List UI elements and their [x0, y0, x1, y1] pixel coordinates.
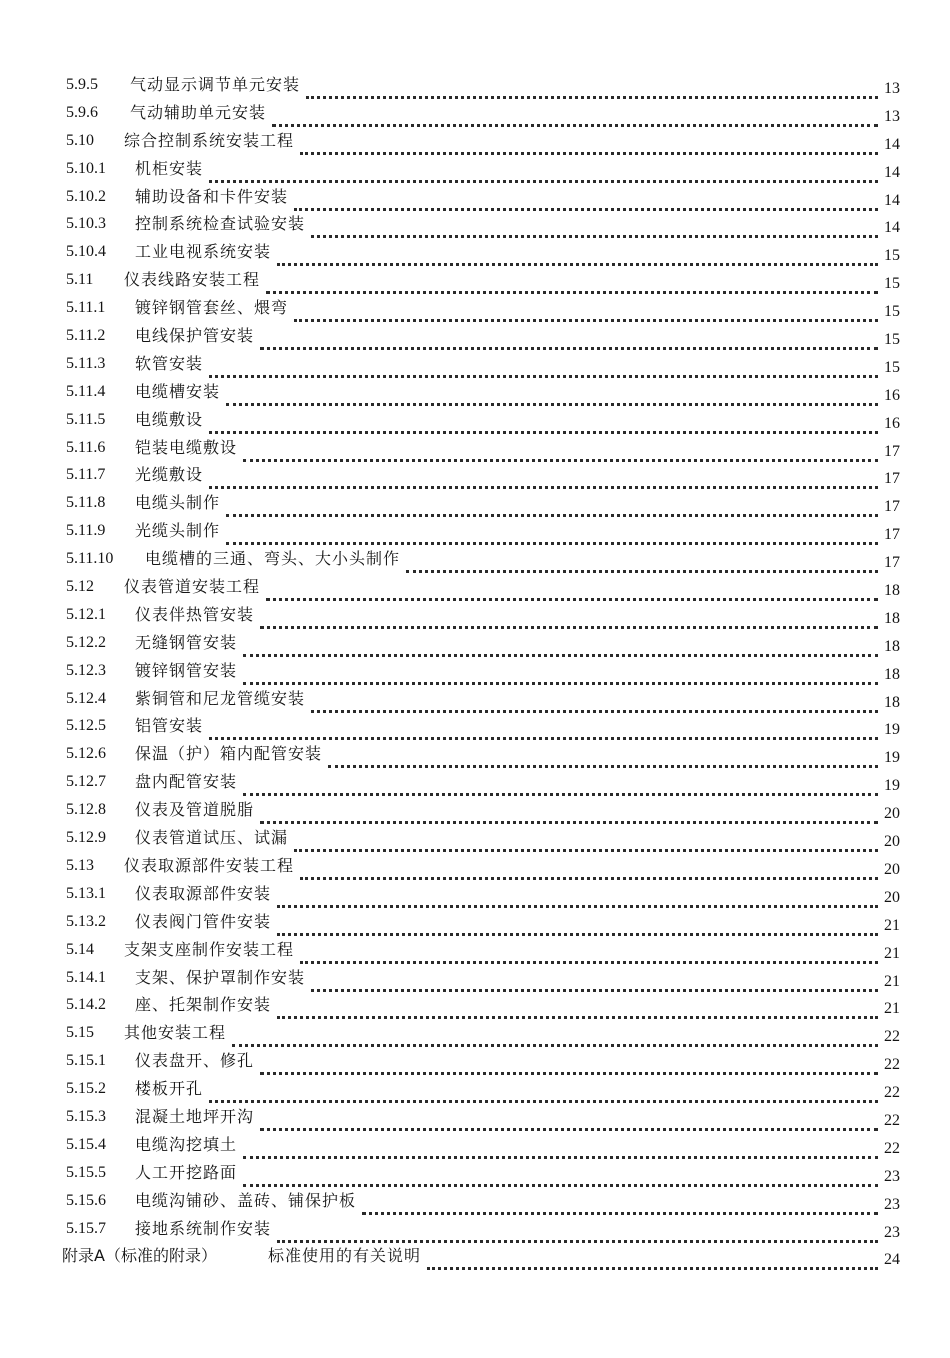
toc-entry-title: 综合控制系统安装工程: [124, 130, 295, 150]
toc-dot-leader: [260, 335, 878, 350]
toc-entry[interactable]: [0, 74, 950, 102]
toc-entry[interactable]: [0, 492, 950, 520]
toc-dot-leader: [243, 1144, 878, 1159]
toc-entry[interactable]: [0, 827, 950, 855]
toc-entry-number: 5.14.1: [66, 968, 106, 986]
toc-dot-leader: [406, 558, 878, 573]
toc-entry-number: 5.11: [66, 271, 94, 289]
toc-dot-leader: [243, 781, 878, 796]
toc-entry[interactable]: [0, 1162, 950, 1190]
toc-entry[interactable]: [0, 939, 950, 967]
toc-entry[interactable]: [0, 743, 950, 771]
toc-entry-page-number: 19: [884, 777, 900, 795]
toc-entry-number: 5.11.2: [66, 327, 106, 345]
toc-entry-number: 5.13.1: [66, 884, 106, 902]
toc-entry-title: 仪表线路安装工程: [124, 270, 261, 290]
toc-entry-number: 5.12.2: [66, 633, 106, 651]
toc-entry[interactable]: [0, 102, 950, 130]
toc-entry[interactable]: [0, 576, 950, 604]
toc-entry[interactable]: [0, 1134, 950, 1162]
toc-entry-page-number: 22: [884, 1056, 900, 1074]
toc-entry-page-number: 22: [884, 1139, 900, 1157]
toc-entry-number: 5.9.6: [66, 103, 98, 121]
toc-dot-leader: [311, 223, 878, 238]
toc-entry-title: 人工开挖路面: [135, 1162, 238, 1182]
toc-entry-title: 电线保护管安装: [135, 326, 255, 346]
toc-entry-number: 5.15.5: [66, 1163, 106, 1181]
toc-dot-leader: [311, 977, 878, 992]
toc-entry-title: 铠装电缆敷设: [135, 437, 238, 457]
toc-dot-leader: [260, 1060, 878, 1075]
toc-entry[interactable]: [0, 604, 950, 632]
toc-entry-page-number: 14: [884, 163, 900, 181]
toc-dot-leader: [294, 307, 878, 322]
toc-entry-page-number: 16: [884, 386, 900, 404]
toc-entry-title: 气动显示调节单元安装: [130, 75, 301, 94]
toc-entry-number: 5.9.5: [66, 76, 98, 93]
toc-entry-page-number: 21: [884, 1000, 900, 1018]
toc-dot-leader: [277, 1228, 878, 1243]
toc-entry-number: 5.13.2: [66, 912, 106, 930]
toc-entry-title: 电缆沟铺砂、盖砖、铺保护板: [135, 1190, 357, 1210]
toc-entry-page-number: 20: [884, 860, 900, 878]
toc-entry-title: 镀锌钢管套丝、煨弯: [135, 298, 289, 318]
toc-dot-leader: [272, 112, 878, 127]
toc-dot-leader: [243, 447, 878, 462]
toc-entry[interactable]: [0, 1078, 950, 1106]
toc-entry[interactable]: [0, 967, 950, 995]
toc-dot-leader: [427, 1255, 878, 1270]
toc-entry-number: 5.14.2: [66, 996, 106, 1014]
toc-dot-leader: [277, 251, 878, 266]
toc-entry-title: 光缆敷设: [135, 465, 204, 485]
toc-dot-leader: [294, 837, 878, 852]
toc-entry-page-number: 24: [884, 1251, 900, 1269]
toc-entry-page-number: 20: [884, 888, 900, 906]
toc-entry-number: 5.15: [66, 1024, 94, 1042]
toc-entry-title: 无缝钢管安装: [135, 632, 238, 652]
toc-entry-number: 5.11.9: [66, 522, 106, 540]
toc-entry-page-number: 21: [884, 916, 900, 934]
toc-entry-page-number: 15: [884, 331, 900, 349]
toc-entry-title: 标准使用的有关说明: [268, 1246, 422, 1266]
toc-dot-leader: [294, 196, 878, 211]
toc-entry[interactable]: [0, 799, 950, 827]
toc-entry-number: 5.14: [66, 940, 94, 958]
toc-entry[interactable]: [0, 241, 950, 269]
toc-entry-title: 铝管安装: [135, 716, 204, 736]
toc-entry-page-number: 21: [884, 944, 900, 962]
toc-entry-title: 控制系统检查试验安装: [135, 214, 306, 234]
toc-dot-leader: [260, 809, 878, 824]
toc-entry[interactable]: [0, 1106, 950, 1134]
toc-entry-number: 5.10.3: [66, 215, 106, 233]
toc-entry-page-number: 18: [884, 665, 900, 683]
toc-entry-page-number: 23: [884, 1223, 900, 1241]
toc-entry-title: 电缆沟挖填土: [135, 1134, 238, 1154]
toc-dot-leader: [277, 893, 878, 908]
toc-entry-number: 5.13: [66, 856, 94, 874]
toc-entry-title: 电缆敷设: [135, 409, 204, 429]
toc-entry-page-number: 14: [884, 219, 900, 237]
toc-dot-leader: [209, 168, 878, 183]
toc-entry-page-number: 17: [884, 470, 900, 488]
toc-entry-number: 5.15.4: [66, 1135, 106, 1153]
toc-dot-leader: [311, 698, 878, 713]
toc-dot-leader: [209, 419, 878, 434]
toc-entry-number: 5.11.6: [66, 438, 106, 456]
toc-entry-number: 5.12: [66, 578, 94, 596]
toc-entry-title: 工业电视系统安装: [135, 242, 272, 262]
toc-dot-leader: [362, 1200, 878, 1215]
toc-dot-leader: [306, 84, 878, 99]
toc-dot-leader: [226, 530, 878, 545]
toc-dot-leader: [243, 642, 878, 657]
toc-entry-number: 5.10.4: [66, 243, 106, 261]
toc-entry-page-number: 14: [884, 135, 900, 153]
toc-entry[interactable]: [0, 409, 950, 437]
toc-entry-number: 5.12.3: [66, 661, 106, 679]
toc-entry[interactable]: [0, 325, 950, 353]
toc-entry-title: 仪表阀门管件安装: [135, 911, 272, 931]
toc-entry-title: 仪表管道试压、试漏: [135, 828, 289, 848]
toc-entry-page-number: 22: [884, 1111, 900, 1129]
toc-entry-page-number: 18: [884, 637, 900, 655]
toc-entry-number: 5.11.3: [66, 354, 106, 372]
toc-entry-title: 仪表及管道脱脂: [135, 800, 255, 820]
toc-entry-page-number: 17: [884, 554, 900, 572]
toc-dot-leader: [300, 949, 878, 964]
toc-dot-leader: [266, 279, 878, 294]
toc-entry-title: 接地系统制作安装: [135, 1218, 272, 1238]
toc-entry-number: 5.15.7: [66, 1219, 106, 1237]
toc-entry[interactable]: [0, 186, 950, 214]
toc-entry[interactable]: [0, 1022, 950, 1050]
toc-entry-number: 5.10.2: [66, 187, 106, 205]
toc-entry-title: 电缆头制作: [135, 493, 221, 513]
toc-entry[interactable]: [0, 269, 950, 297]
toc-entry-page-number: 23: [884, 1195, 900, 1213]
toc-entry[interactable]: [0, 715, 950, 743]
toc-entry[interactable]: [0, 437, 950, 465]
toc-entry-number: 5.15.1: [66, 1052, 106, 1070]
toc-entry-number: 附录A（标准的附录）: [62, 1246, 217, 1266]
toc-entry-title: 保温（护）箱内配管安装: [135, 744, 323, 764]
toc-entry[interactable]: [0, 130, 950, 158]
toc-entry[interactable]: [0, 771, 950, 799]
toc-entry[interactable]: [0, 1218, 950, 1246]
toc-entry-number: 5.12.8: [66, 801, 106, 819]
toc-entry-page-number: 17: [884, 526, 900, 544]
toc-entry-title: 机柜安装: [135, 158, 204, 178]
toc-dot-leader: [232, 1032, 878, 1047]
toc-entry[interactable]: [0, 688, 950, 716]
toc-entry-title: 气动辅助单元安装: [130, 102, 267, 122]
toc-dot-leader: [300, 140, 878, 155]
toc-entry[interactable]: [0, 632, 950, 660]
toc-entry-number: 5.11.10: [66, 550, 114, 568]
toc-dot-leader: [209, 1088, 878, 1103]
toc-entry[interactable]: [0, 464, 950, 492]
toc-entry-number: 5.11.5: [66, 410, 106, 428]
toc-dot-leader: [277, 921, 878, 936]
toc-entry-number: 5.11.8: [66, 494, 106, 512]
toc-entry-title: 仪表取源部件安装: [135, 883, 272, 903]
toc-entry-page-number: 15: [884, 358, 900, 376]
toc-entry-title: 电缆槽的三通、弯头、大小头制作: [145, 549, 401, 569]
toc-entry-page-number: 18: [884, 693, 900, 711]
toc-entry-page-number: 16: [884, 414, 900, 432]
toc-entry[interactable]: [0, 381, 950, 409]
toc-entry-title: 支架、保护罩制作安装: [135, 967, 306, 987]
toc-entry[interactable]: [0, 911, 950, 939]
toc-entry-number: 5.11.4: [66, 382, 106, 400]
toc-entry-page-number: 19: [884, 749, 900, 767]
toc-entry[interactable]: [0, 548, 950, 576]
toc-entry[interactable]: [0, 1190, 950, 1218]
toc-dot-leader: [226, 502, 878, 517]
toc-dot-leader: [209, 474, 878, 489]
toc-entry-number: 5.12.9: [66, 829, 106, 847]
toc-entry[interactable]: [0, 520, 950, 548]
toc-entry-number: 5.12.4: [66, 689, 106, 707]
toc-entry-page-number: 23: [884, 1167, 900, 1185]
toc-entry-number: 5.12.6: [66, 745, 106, 763]
toc-entry-page-number: 13: [884, 107, 900, 125]
toc-entry-title: 座、托架制作安装: [135, 995, 272, 1015]
toc-entry-page-number: 21: [884, 972, 900, 990]
toc-entry-number: 5.15.3: [66, 1107, 106, 1125]
toc-entry-title: 电缆槽安装: [135, 381, 221, 401]
toc-entry[interactable]: [0, 660, 950, 688]
toc-entry-page-number: 22: [884, 1028, 900, 1046]
toc-entry-title: 光缆头制作: [135, 521, 221, 541]
toc-entry-title: 盘内配管安装: [135, 772, 238, 792]
table-of-contents: [0, 74, 950, 1273]
toc-dot-leader: [277, 1004, 878, 1019]
toc-entry-title: 紫铜管和尼龙管缆安装: [135, 688, 306, 708]
toc-dot-leader: [328, 753, 878, 768]
toc-entry-page-number: 22: [884, 1084, 900, 1102]
toc-entry-page-number: 13: [884, 80, 900, 97]
toc-dot-leader: [266, 586, 878, 601]
toc-entry-title: 楼板开孔: [135, 1079, 204, 1099]
toc-dot-leader: [243, 1172, 878, 1187]
toc-entry-page-number: 17: [884, 442, 900, 460]
toc-dot-leader: [260, 1116, 878, 1131]
toc-entry-page-number: 20: [884, 805, 900, 823]
toc-entry-number: 5.10: [66, 131, 94, 149]
toc-entry[interactable]: [0, 994, 950, 1022]
toc-entry[interactable]: [0, 297, 950, 325]
toc-entry-title: 仪表盘开、修孔: [135, 1051, 255, 1071]
toc-entry-page-number: 18: [884, 609, 900, 627]
toc-entry-title: 软管安装: [135, 353, 204, 373]
toc-entry-page-number: 20: [884, 833, 900, 851]
toc-entry-title: 仪表伴热管安装: [135, 604, 255, 624]
toc-entry[interactable]: [0, 855, 950, 883]
toc-entry-page-number: 18: [884, 582, 900, 600]
toc-entry[interactable]: [0, 1245, 950, 1273]
toc-entry-page-number: 15: [884, 303, 900, 321]
toc-entry-page-number: 17: [884, 498, 900, 516]
toc-entry[interactable]: [0, 883, 950, 911]
toc-entry-number: 5.10.1: [66, 159, 106, 177]
toc-entry-page-number: 15: [884, 247, 900, 265]
toc-entry-title: 其他安装工程: [124, 1023, 227, 1043]
toc-dot-leader: [209, 725, 878, 740]
toc-entry-page-number: 14: [884, 191, 900, 209]
toc-entry-number: 5.15.2: [66, 1080, 106, 1098]
toc-dot-leader: [209, 363, 878, 378]
toc-entry-number: 5.15.6: [66, 1191, 106, 1209]
toc-entry-title: 镀锌钢管安装: [135, 660, 238, 680]
toc-entry-title: 辅助设备和卡件安装: [135, 186, 289, 206]
toc-entry-title: 仪表取源部件安装工程: [124, 855, 295, 875]
toc-entry-title: 混凝土地坪开沟: [135, 1106, 255, 1126]
toc-entry[interactable]: [0, 213, 950, 241]
toc-dot-leader: [260, 614, 878, 629]
toc-entry-number: 5.11.1: [66, 299, 106, 317]
toc-dot-leader: [243, 670, 878, 685]
toc-dot-leader: [300, 865, 878, 880]
toc-dot-leader: [226, 391, 878, 406]
toc-entry-title: 仪表管道安装工程: [124, 577, 261, 597]
toc-entry-page-number: 15: [884, 275, 900, 293]
toc-entry-number: 5.11.7: [66, 466, 106, 484]
toc-entry-number: 5.12.1: [66, 605, 106, 623]
toc-entry-number: 5.12.5: [66, 717, 106, 735]
toc-entry-number: 5.12.7: [66, 773, 106, 791]
toc-entry[interactable]: [0, 353, 950, 381]
toc-entry[interactable]: [0, 1050, 950, 1078]
toc-entry-title: 支架支座制作安装工程: [124, 939, 295, 959]
toc-entry[interactable]: [0, 158, 950, 186]
toc-entry-page-number: 19: [884, 721, 900, 739]
